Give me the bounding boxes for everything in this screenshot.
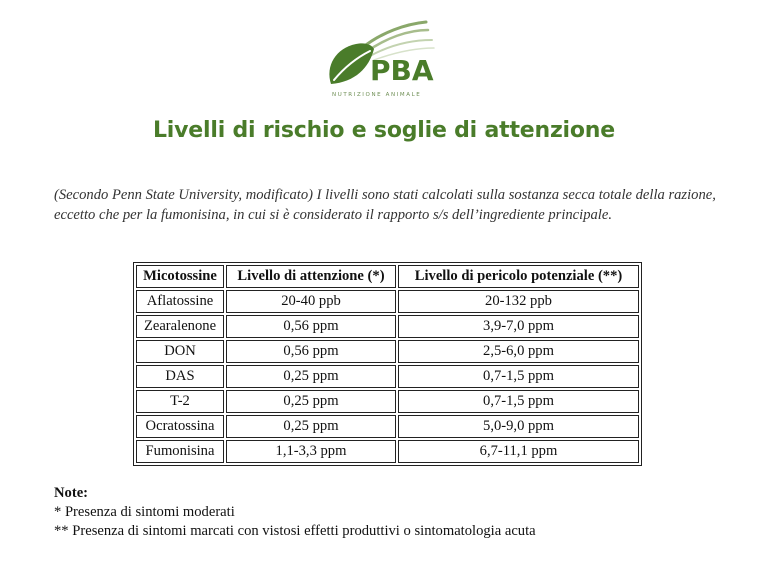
cell-attention: 0,25 ppm (226, 390, 396, 413)
table-row (136, 415, 639, 438)
note-marked: ** Presenza di sintomi marcati con vistosi effetti produttivi o sintomatologia acuta (54, 523, 536, 539)
note-moderate: * Presenza di sintomi moderati (54, 504, 235, 520)
cell-attention: 0,25 ppm (226, 415, 396, 438)
cell-attention: 20-40 ppb (226, 290, 396, 313)
cell-attention: 0,25 ppm (226, 365, 396, 388)
notes-title: Note: (54, 485, 89, 501)
cell-toxin: Fumonisina (136, 440, 224, 463)
table-row (136, 340, 639, 363)
mycotoxin-table (133, 262, 642, 466)
cell-danger: 0,7-1,5 ppm (398, 365, 639, 388)
brand-tagline: NUTRIZIONE ANIMALE (332, 92, 422, 98)
cell-danger: 3,9-7,0 ppm (398, 315, 639, 338)
cell-danger: 5,0-9,0 ppm (398, 415, 639, 438)
pba-logo (322, 14, 452, 100)
table-row (136, 315, 639, 338)
cell-attention: 0,56 ppm (226, 340, 396, 363)
table-row (136, 365, 639, 388)
header-micotossine: Micotossine (136, 265, 224, 288)
cell-toxin: DON (136, 340, 224, 363)
cell-danger: 0,7-1,5 ppm (398, 390, 639, 413)
cell-attention: 1,1-3,3 ppm (226, 440, 396, 463)
cell-danger: 6,7-11,1 ppm (398, 440, 639, 463)
table-row (136, 390, 639, 413)
cell-toxin: Aflatossine (136, 290, 224, 313)
table-row (136, 290, 639, 313)
leaf-logo-icon (322, 14, 452, 100)
cell-toxin: DAS (136, 365, 224, 388)
table-row (136, 440, 639, 463)
cell-danger: 2,5-6,0 ppm (398, 340, 639, 363)
intro-paragraph: (Secondo Penn State University, modificato) I livelli sono stati calcolati sulla sostanza secca totale della razione, eccetto che per la fumonisina, in cui si è considerato il rapporto s/s dell’ingrediente principale. (54, 187, 716, 223)
cell-danger: 20-132 ppb (398, 290, 639, 313)
cell-toxin: Zearalenone (136, 315, 224, 338)
cell-toxin: Ocratossina (136, 415, 224, 438)
cell-toxin: T-2 (136, 390, 224, 413)
header-livello-pericolo: Livello di pericolo potenziale (**) (398, 265, 639, 288)
notes-section (54, 484, 536, 541)
page-title: Livelli di rischio e soglie di attenzione (152, 118, 615, 143)
table-header-row (136, 265, 639, 288)
header-livello-attenzione: Livello di attenzione (*) (226, 265, 396, 288)
cell-attention: 0,56 ppm (226, 315, 396, 338)
brand-name: PBA (370, 54, 434, 87)
